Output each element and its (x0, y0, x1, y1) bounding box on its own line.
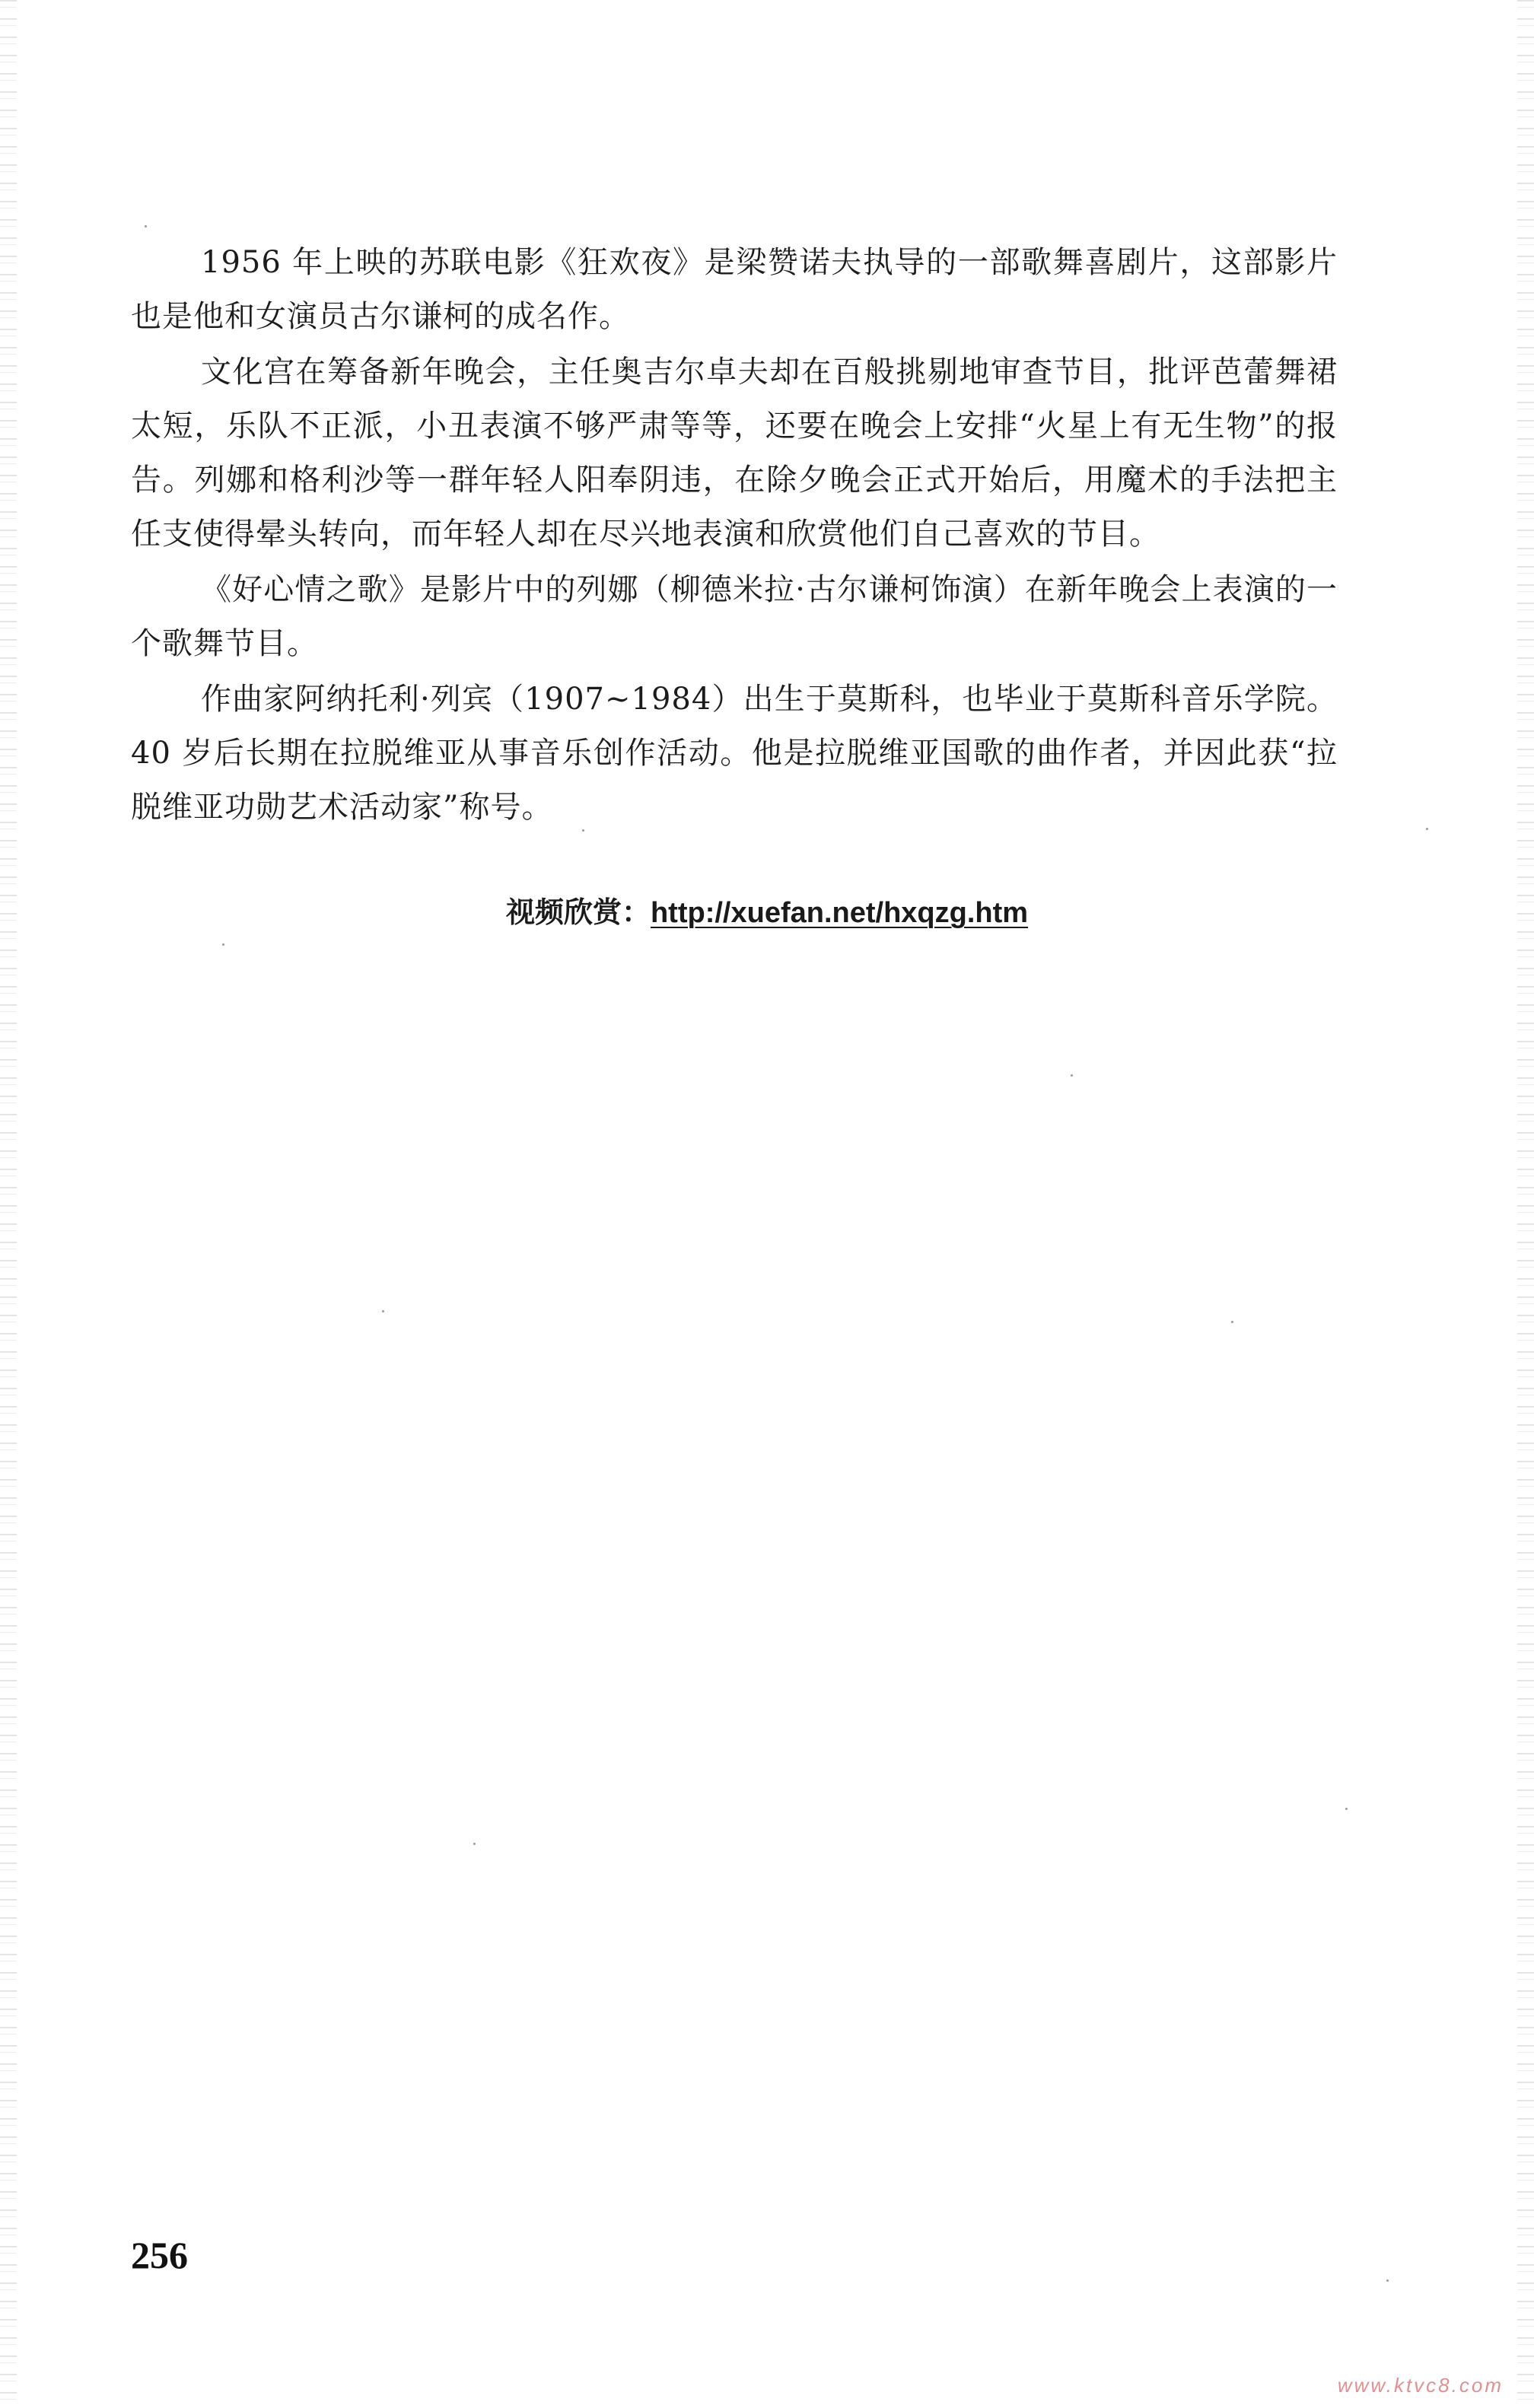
scan-speck (1345, 1808, 1348, 1810)
paragraph-plot: 文化宫在筹备新年晚会，主任奥吉尔卓夫却在百般挑剔地审查节目，批评芭蕾舞裙太短，乐队不正派，小丑表演不够严肃等等，还要在晚会上安排“火星上有无生物”的报告。列娜和格利沙等一群年轻人阳奉阴违，在除夕晚会正式开始后，用魔术的手法把主任支使得晕头转向，而年轻人却在尽兴地表演和欣赏他们自己喜欢的节目。 (131, 355, 1338, 552)
scan-speck (473, 1843, 476, 1845)
scan-edge-right (1517, 0, 1534, 2408)
video-link[interactable]: http://xuefan.net/hxqzg.htm (650, 897, 1029, 929)
scan-speck (382, 1310, 384, 1312)
scan-speck (222, 943, 224, 946)
video-label: 视频欣赏： (505, 897, 651, 929)
paragraph-composer: 作曲家阿纳托利·列宾（1907~1984）出生于莫斯科，也毕业于莫斯科音乐学院。40 岁后长期在拉脱维亚从事音乐创作活动。他是拉脱维亚国歌的曲作者，并因此获“拉脱维亚功勋艺术活动家”称号。 (131, 682, 1338, 825)
site-watermark: www.ktvc8.com (1337, 2374, 1504, 2397)
paragraph-song: 《好心情之歌》是影片中的列娜（柳德米拉·古尔谦柯饰演）在新年晚会上表演的一个歌舞节目。 (131, 572, 1338, 661)
scan-speck (1231, 1321, 1233, 1323)
scan-speck (1071, 1074, 1073, 1077)
scan-speck (145, 225, 147, 227)
scan-speck (582, 829, 584, 832)
scan-speck (1386, 2279, 1389, 2282)
body-text (131, 236, 1338, 836)
scan-speck (1426, 828, 1428, 830)
scan-edge-left (0, 0, 17, 2408)
video-reference (0, 889, 1534, 930)
page-number: 256 (131, 2234, 188, 2276)
paragraph-film-intro: 1956 年上映的苏联电影《狂欢夜》是梁赞诺夫执导的一部歌舞喜剧片，这部影片也是他和女演员古尔谦柯的成名作。 (131, 245, 1338, 334)
